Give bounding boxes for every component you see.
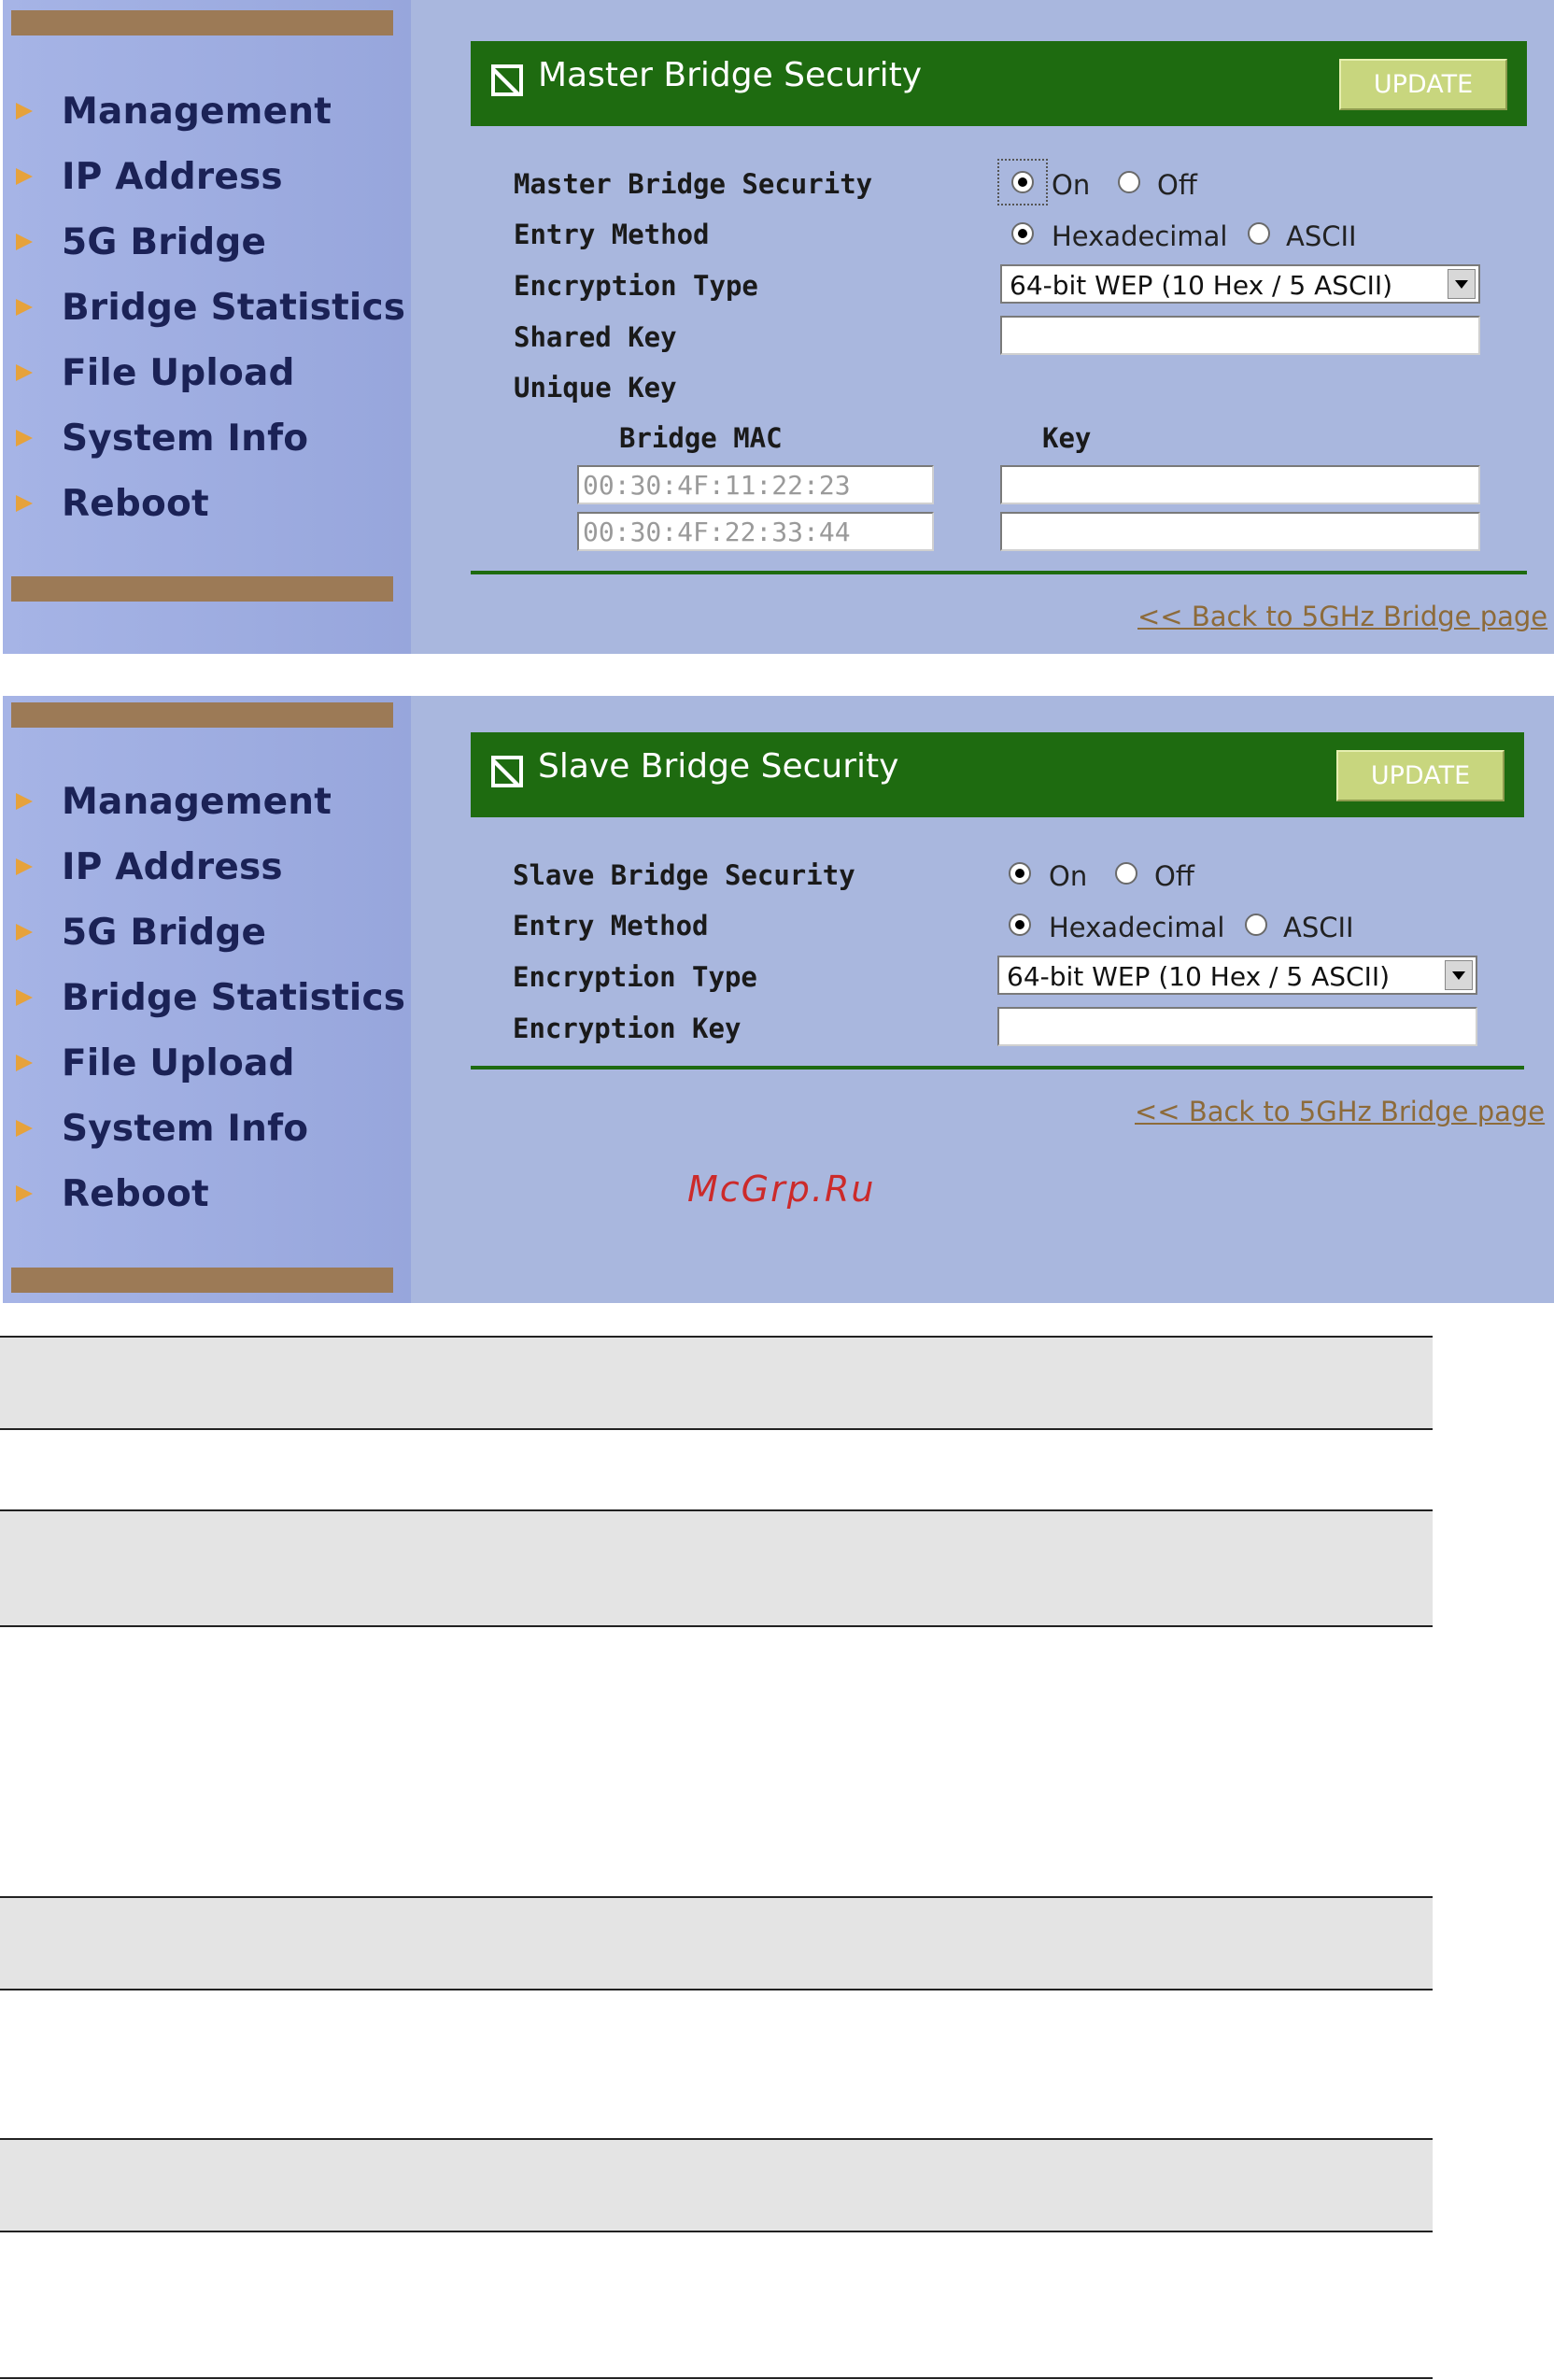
security-on-label: On (1049, 860, 1088, 892)
encryption-type-select[interactable] (1000, 264, 1480, 304)
security-icon (491, 64, 523, 96)
arrow-right-icon (16, 495, 33, 512)
entry-method-label: Entry Method (514, 219, 710, 250)
arrow-right-icon (16, 989, 33, 1006)
sidebar-bottom-bar (11, 576, 393, 602)
encryption-key-label: Encryption Key (513, 1013, 742, 1044)
sidebar-item-label: Bridge Statistics (62, 976, 406, 1019)
arrow-right-icon (16, 793, 33, 810)
entry-ascii-label: ASCII (1283, 912, 1354, 943)
sidebar-item-label: System Info (62, 1107, 309, 1150)
section-header (471, 41, 1527, 126)
security-off-label: Off (1157, 169, 1197, 201)
entry-hex-label: Hexadecimal (1049, 912, 1225, 943)
sidebar-bottom-bar (11, 1268, 393, 1293)
security-label: Slave Bridge Security (513, 859, 855, 891)
entry-hex-label: Hexadecimal (1052, 220, 1228, 252)
arrow-right-icon (16, 858, 33, 875)
entry-hex-radio[interactable] (1011, 222, 1034, 245)
shared-key-input[interactable] (1000, 316, 1480, 355)
security-icon (491, 756, 523, 787)
sidebar-item-label: Reboot (62, 1172, 209, 1215)
sidebar-item-system-info[interactable] (3, 415, 404, 461)
sidebar-item-label: 5G Bridge (62, 911, 267, 954)
sidebar-item-5g-bridge[interactable] (3, 219, 404, 265)
shared-key-label: Shared Key (514, 321, 677, 353)
encryption-type-label: Encryption Type (513, 961, 757, 993)
security-on-label: On (1052, 169, 1091, 201)
table-row (0, 1336, 1433, 1430)
sidebar-item-label: Management (62, 780, 332, 823)
arrow-right-icon (16, 1120, 33, 1137)
encryption-type-value: 64-bit WEP (10 Hex / 5 ASCII) (1010, 270, 1393, 301)
dropdown-arrow-icon[interactable] (1445, 960, 1473, 990)
entry-ascii-radio[interactable] (1248, 222, 1270, 245)
section-header (471, 732, 1524, 817)
slave-bridge-security-panel (3, 696, 1554, 1303)
security-off-radio[interactable] (1115, 862, 1137, 885)
encryption-key-input[interactable] (997, 1007, 1477, 1046)
unique-key-input[interactable] (1000, 512, 1480, 551)
security-label: Master Bridge Security (514, 168, 873, 200)
entry-ascii-radio[interactable] (1245, 914, 1267, 936)
arrow-right-icon (16, 234, 33, 250)
sidebar-item-label: IP Address (62, 155, 283, 198)
sidebar-item-system-info[interactable] (3, 1105, 404, 1152)
bridge-mac-field: 00:30:4F:11:22:23 (577, 465, 934, 504)
master-bridge-security-panel (3, 0, 1554, 654)
sidebar-item-bridge-statistics[interactable] (3, 284, 404, 331)
update-button[interactable]: UPDATE (1336, 750, 1505, 801)
sidebar-top-bar (11, 10, 393, 35)
sidebar-item-ip-address[interactable] (3, 153, 404, 200)
arrow-right-icon (16, 924, 33, 941)
key-header: Key (1042, 422, 1092, 454)
sidebar-item-label: IP Address (62, 845, 283, 888)
sidebar-item-label: Bridge Statistics (62, 286, 406, 329)
page-title: Slave Bridge Security (538, 747, 899, 786)
sidebar-item-label: File Upload (62, 1041, 295, 1084)
sidebar-item-reboot[interactable] (3, 480, 404, 527)
table-row (0, 1896, 1433, 1990)
entry-hex-radio[interactable] (1009, 914, 1031, 936)
table-bottom-border (0, 2377, 1433, 2379)
watermark-text: McGrp.Ru (687, 1169, 876, 1210)
encryption-type-value: 64-bit WEP (10 Hex / 5 ASCII) (1007, 961, 1391, 992)
unique-key-label: Unique Key (514, 372, 677, 404)
page-title: Master Bridge Security (538, 56, 923, 94)
sidebar-item-5g-bridge[interactable] (3, 909, 404, 956)
sidebar-item-management[interactable] (3, 778, 404, 825)
table-row (0, 2138, 1433, 2232)
security-on-radio[interactable] (1011, 171, 1034, 193)
arrow-right-icon (16, 299, 33, 316)
encryption-type-select[interactable] (997, 956, 1477, 995)
arrow-right-icon (16, 1055, 33, 1071)
back-to-bridge-link[interactable]: << Back to 5GHz Bridge page (1135, 1096, 1546, 1127)
bridge-mac-header: Bridge MAC (619, 422, 783, 454)
sidebar-item-ip-address[interactable] (3, 843, 404, 890)
section-divider (471, 571, 1527, 574)
bridge-mac-field: 00:30:4F:22:33:44 (577, 512, 934, 551)
arrow-right-icon (16, 1185, 33, 1202)
table-row (0, 1509, 1433, 1627)
sidebar-item-label: Management (62, 90, 332, 133)
sidebar-item-label: File Upload (62, 351, 295, 394)
sidebar-top-bar (11, 702, 393, 728)
security-on-radio[interactable] (1009, 862, 1031, 885)
arrow-right-icon (16, 103, 33, 120)
sidebar-item-file-upload[interactable] (3, 1040, 404, 1086)
entry-method-label: Entry Method (513, 910, 709, 942)
security-off-radio[interactable] (1118, 171, 1140, 193)
back-to-bridge-link[interactable]: << Back to 5GHz Bridge page (1137, 601, 1548, 632)
sidebar-item-management[interactable] (3, 88, 404, 135)
sidebar-item-reboot[interactable] (3, 1170, 404, 1217)
dropdown-arrow-icon[interactable] (1448, 269, 1476, 299)
entry-ascii-label: ASCII (1286, 220, 1357, 252)
sidebar-item-label: 5G Bridge (62, 220, 267, 263)
arrow-right-icon (16, 168, 33, 185)
security-off-label: Off (1154, 860, 1194, 892)
encryption-type-label: Encryption Type (514, 270, 758, 302)
sidebar-item-label: System Info (62, 417, 309, 460)
unique-key-input[interactable] (1000, 465, 1480, 504)
sidebar-item-label: Reboot (62, 482, 209, 525)
sidebar-item-bridge-statistics[interactable] (3, 974, 404, 1021)
section-divider (471, 1066, 1524, 1070)
update-button[interactable]: UPDATE (1339, 59, 1507, 110)
sidebar-item-file-upload[interactable] (3, 349, 404, 396)
arrow-right-icon (16, 430, 33, 446)
sidebar (3, 696, 411, 1303)
sidebar (3, 0, 411, 654)
arrow-right-icon (16, 364, 33, 381)
